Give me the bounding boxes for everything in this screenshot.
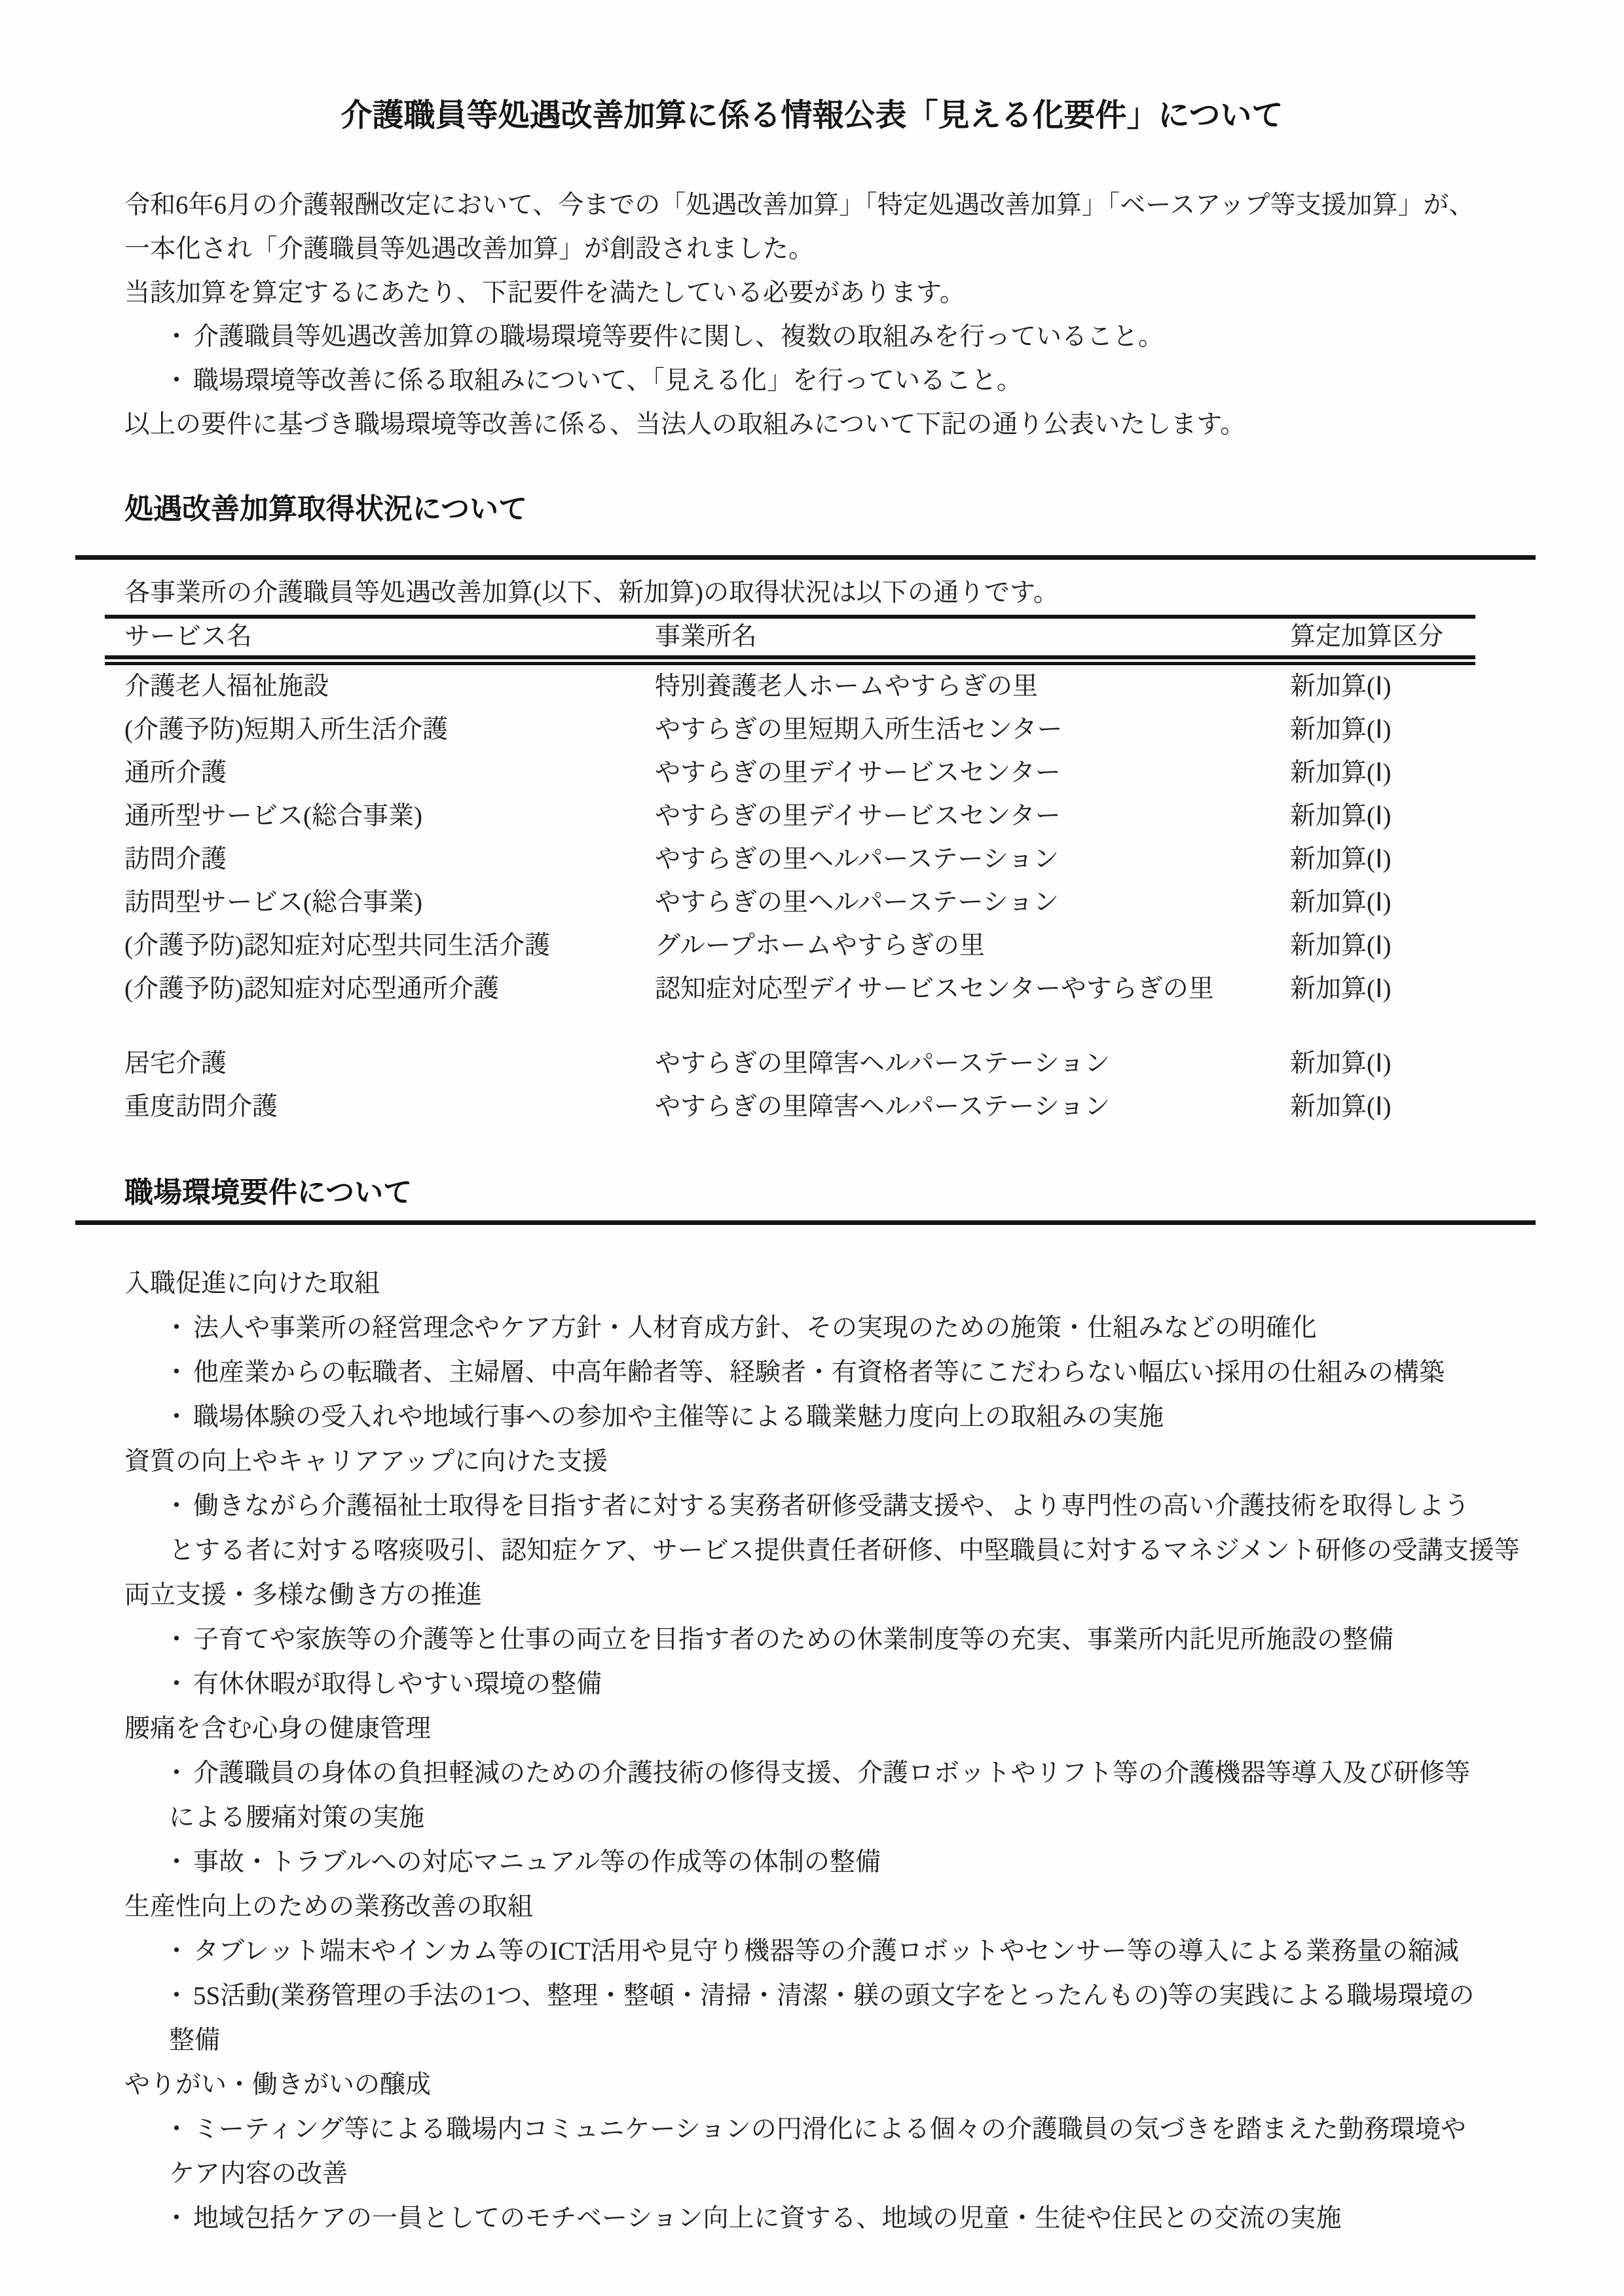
- category-cell: 新加算(Ⅰ): [1290, 932, 1392, 960]
- bullet-marker: ・: [164, 367, 190, 395]
- section-divider: [75, 555, 1536, 560]
- table-description: 各事業所の介護職員等処遇改善加算(以下、新加算)の取得状況は以下の通りです。: [124, 579, 1059, 607]
- category-cell: 新加算(Ⅰ): [1290, 759, 1392, 787]
- env-bullet-item: [124, 1929, 1559, 1974]
- env-group-heading: 生産性向上のための業務改善の取組: [124, 1893, 534, 1921]
- env-bullet-item: [124, 1618, 1559, 1662]
- table-row: [105, 881, 1475, 924]
- table-row: [105, 838, 1475, 881]
- bullet-marker: ・: [164, 1626, 190, 1654]
- column-header-category: 算定加算区分: [1290, 623, 1444, 651]
- office-cell: 認知症対応型デイサービスセンターやすらぎの里: [655, 975, 1214, 1003]
- service-cell: 通所型サービス(総合事業): [124, 802, 422, 830]
- office-cell: やすらぎの里デイサービスセンター: [655, 759, 1061, 787]
- intro-bullet-text: 職場環境等改善に係る取組みについて、「見える化」を行っていること。: [193, 367, 1022, 395]
- env-continuation-line: ケア内容の改善: [169, 2160, 348, 2188]
- bullet-marker: ・: [164, 1848, 190, 1876]
- env-bullet-text: 地域包括ケアの一員としてのモチベーション向上に資する、地域の児童・生徒や住民との交流の実施: [193, 2204, 1342, 2232]
- service-cell: 訪問型サービス(総合事業): [124, 888, 422, 917]
- bullet-marker: ・: [164, 2204, 190, 2232]
- office-cell: やすらぎの里障害ヘルパーステーション: [655, 1093, 1110, 1121]
- office-cell: やすらぎの里ヘルパーステーション: [655, 845, 1059, 873]
- office-cell: やすらぎの里短期入所生活センター: [655, 716, 1063, 744]
- acquisition-table: [105, 615, 1475, 1129]
- category-cell: 新加算(Ⅰ): [1290, 1093, 1392, 1121]
- env-bullet-text: 法人や事業所の経営理念やケア方針・人材育成方針、その実現のための施策・仕組みなどの明確化: [193, 1314, 1318, 1342]
- env-bullet-item: [124, 1840, 1559, 1885]
- service-cell: 介護老人福祉施設: [124, 672, 329, 701]
- service-cell: (介護予防)認知症対応型共同生活介護: [124, 932, 550, 960]
- table-row: [105, 924, 1475, 968]
- env-continuation-line: とする者に対する喀痰吸引、認知症ケア、サービス提供責任者研修、中堅職員に対するマネジメント研修の受講支援等: [169, 1537, 1520, 1565]
- office-cell: やすらぎの里ヘルパーステーション: [655, 888, 1059, 917]
- env-group-heading: やりがい・働きがいの醸成: [124, 2071, 432, 2099]
- bullet-marker: ・: [164, 1759, 190, 1787]
- env-group-heading: 両立支援・多様な働き方の推進: [124, 1581, 483, 1609]
- env-group-heading: 腰痛を含む心身の健康管理: [124, 1715, 432, 1743]
- category-cell: 新加算(Ⅰ): [1290, 802, 1392, 830]
- category-cell: 新加算(Ⅰ): [1290, 716, 1392, 744]
- table-row: [105, 1085, 1475, 1129]
- env-bullet-item: [124, 1751, 1559, 1796]
- section-divider: [75, 1220, 1536, 1225]
- intro-line: 以上の要件に基づき職場環境等改善に係る、当法人の取組みについて下記の通り公表いたします。: [124, 410, 1246, 439]
- bullet-marker: ・: [164, 1982, 190, 2010]
- env-group-heading: 入職促進に向けた取組: [124, 1269, 380, 1298]
- category-cell: 新加算(Ⅰ): [1290, 672, 1392, 701]
- env-bullet-text: 介護職員の身体の負担軽減のための介護技術の修得支援、介護ロボットやリフト等の介護機器等導入及び研修等: [193, 1759, 1471, 1787]
- env-bullet-item: [124, 1974, 1559, 2018]
- section-heading-acquisition: 処遇改善加算取得状況について: [124, 493, 528, 525]
- env-bullet-item: [124, 2196, 1559, 2241]
- office-cell: 特別養護老人ホームやすらぎの里: [655, 672, 1039, 701]
- service-cell: 通所介護: [124, 759, 227, 787]
- service-cell: 重度訪問介護: [124, 1093, 278, 1121]
- document-title: 介護職員等処遇改善加算に係る情報公表「見える化要件」について: [341, 98, 1283, 133]
- header-divider: [105, 655, 1475, 665]
- column-header-service: サービス名: [124, 623, 253, 651]
- service-cell: 訪問介護: [124, 845, 227, 873]
- intro-bullet-item: [124, 359, 1545, 403]
- env-bullet-text: 有休休暇が取得しやすい環境の整備: [193, 1670, 602, 1698]
- bullet-marker: ・: [164, 1670, 190, 1698]
- env-bullet-text: 職場体験の受入れや地域行事への参加や主催等による職業魅力度向上の取組みの実施: [193, 1403, 1164, 1431]
- env-bullet-item: [124, 1484, 1559, 1529]
- table-row: [105, 752, 1475, 795]
- bullet-marker: ・: [164, 1937, 190, 1965]
- env-bullet-item: [124, 2107, 1559, 2152]
- bullet-marker: ・: [164, 1492, 190, 1520]
- bullet-marker: ・: [164, 1314, 190, 1342]
- table-row: [105, 795, 1475, 838]
- category-cell: 新加算(Ⅰ): [1290, 888, 1392, 917]
- bullet-marker: ・: [164, 323, 190, 351]
- category-cell: 新加算(Ⅰ): [1290, 1049, 1392, 1078]
- intro-bullet-text: 介護職員等処遇改善加算の職場環境等要件に関し、複数の取組みを行っていること。: [193, 323, 1164, 351]
- env-bullet-text: 子育てや家族等の介護等と仕事の両立を目指す者のための休業制度等の充実、事業所内託児所施設の整備: [193, 1626, 1394, 1654]
- table-row: [105, 708, 1475, 752]
- bullet-marker: ・: [164, 1358, 190, 1387]
- office-cell: グループホームやすらぎの里: [655, 932, 985, 960]
- env-bullet-item: [124, 1662, 1559, 1707]
- env-bullet-text: ミーティング等による職場内コミュニケーションの円滑化による個々の介護職員の気づきを踏まえた勤務環境や: [193, 2115, 1466, 2143]
- intro-line: 一本化され「介護職員等処遇改善加算」が創設されました。: [124, 235, 815, 263]
- office-cell: やすらぎの里障害ヘルパーステーション: [655, 1049, 1110, 1078]
- table-header-row: [105, 619, 1475, 655]
- bullet-marker: ・: [164, 1403, 190, 1431]
- intro-line: 当該加算を算定するにあたり、下記要件を満たしている必要があります。: [124, 279, 965, 307]
- env-bullet-item: [124, 1351, 1559, 1395]
- env-continuation-line: による腰痛対策の実施: [169, 1804, 425, 1832]
- intro-line: 令和6年6月の介護報酬改定において、今までの「処遇改善加算」「特定処遇改善加算」「ベースアップ等支援加算」が、: [124, 191, 1475, 219]
- section-heading-environment: 職場環境要件について: [124, 1176, 413, 1209]
- table-row-gap: [105, 1011, 1475, 1042]
- env-bullet-text: 働きながら介護福祉士取得を目指す者に対する実務者研修受講支援や、より専門性の高い介護技術を取得しよう: [193, 1492, 1470, 1520]
- env-bullet-item: [124, 1395, 1559, 1440]
- service-cell: (介護予防)認知症対応型通所介護: [124, 975, 499, 1003]
- intro-bullet-item: [124, 315, 1545, 359]
- env-continuation-line: 整備: [169, 2026, 221, 2054]
- service-cell: (介護予防)短期入所生活介護: [124, 716, 448, 744]
- table-row: [105, 968, 1475, 1011]
- env-bullet-text: 事故・トラブルへの対応マニュアル等の作成等の体制の整備: [193, 1848, 881, 1876]
- office-cell: やすらぎの里デイサービスセンター: [655, 802, 1061, 830]
- env-bullet-item: [124, 1306, 1559, 1351]
- env-bullet-text: 5S活動(業務管理の手法の1つ、整理・整頓・清掃・清潔・躾の頭文字をとったんもの)等の実践による職場環境の: [193, 1982, 1475, 2010]
- table-row: [105, 1042, 1475, 1085]
- column-header-office: 事業所名: [655, 623, 758, 651]
- bullet-marker: ・: [164, 2115, 190, 2143]
- category-cell: 新加算(Ⅰ): [1290, 975, 1392, 1003]
- environment-requirement-list: [124, 1262, 1559, 2241]
- env-bullet-text: タブレット端末やインカム等のICT活用や見守り機器等の介護ロボットやセンサー等の導入による業務量の縮減: [193, 1937, 1459, 1965]
- intro-paragraph: [124, 183, 1545, 446]
- env-bullet-text: 他産業からの転職者、主婦層、中高年齢者等、経験者・有資格者等にこだわらない幅広い採用の仕組みの構築: [193, 1358, 1445, 1387]
- category-cell: 新加算(Ⅰ): [1290, 845, 1392, 873]
- service-cell: 居宅介護: [124, 1049, 227, 1078]
- env-group-heading: 資質の向上やキャリアアップに向けた支援: [124, 1448, 608, 1476]
- table-row: [105, 665, 1475, 708]
